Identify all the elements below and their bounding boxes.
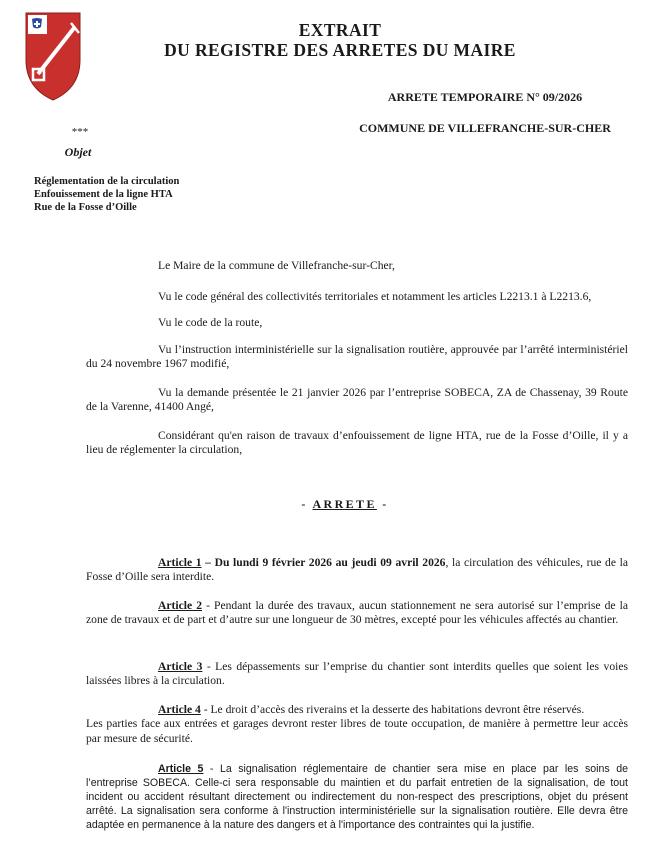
article-1-label: Article 1: [158, 556, 202, 569]
subject-line: Réglementation de la circulation: [34, 176, 180, 187]
preamble-vu-instruction-text: Vu l’instruction interministérielle sur la signalisation routière, approuvée par l’arrêté interministériel du 24 novembre 1967 modifié,: [86, 343, 628, 371]
preamble-vu-instruction: [86, 343, 628, 372]
arrete-number: ARRETE TEMPORAIRE N° 09/2026: [387, 90, 583, 104]
document-title-line1: EXTRAIT: [298, 20, 382, 40]
article-3: [86, 660, 628, 689]
subject-line: Rue de la Fosse d’Oille: [34, 202, 137, 213]
preamble-vu-demande: [86, 386, 628, 415]
preamble-considerant: [86, 429, 628, 458]
article-4-text-2: Les parties face aux entrées et garages devront rester libres de toute occupation, de manière à permettre leur accès par mesure de sécurité.: [86, 717, 628, 745]
article-1-text: , la circulation des véhicules, rue de la Fosse d’Oille sera interdite.: [86, 556, 628, 584]
article-1: [86, 556, 628, 585]
preamble-mayor: Le Maire de la commune de Villefranche-sur-Cher,: [158, 259, 395, 272]
coat-of-arms: [24, 10, 82, 102]
article-2-text: - Pendant la durée des travaux, aucun stationnement ne sera autorisé sur l’emprise de la zone de travaux et de part et d’autre sur une longueur de 30 mètres, excepté pour les véhicules affectés au chantier.: [86, 599, 628, 627]
arrete-heading: [200, 497, 490, 512]
shield-icon: [24, 10, 82, 102]
arrete-heading-suffix: -: [376, 497, 389, 511]
preamble-vu-cgct: Vu le code général des collectivités territoriales et notamment les articles L2213.1 à L2213.6,: [158, 290, 592, 303]
document-title-line2: DU REGISTRE DES ARRETES DU MAIRE: [164, 40, 516, 60]
objet-label: Objet: [64, 145, 92, 159]
commune-name: COMMUNE DE VILLEFRANCHE-SUR-CHER: [359, 121, 611, 135]
article-2-label: Article 2: [158, 599, 202, 612]
arrete-heading-prefix: -: [301, 497, 313, 511]
preamble-vu-code-route: Vu le code de la route,: [158, 316, 263, 329]
subject-block: [34, 175, 179, 214]
subject-line: Enfouissement de la ligne HTA: [34, 189, 173, 200]
article-4-label: Article 4: [158, 703, 201, 716]
article-2: [86, 599, 628, 628]
preamble-vu-demande-text: Vu la demande présentée le 21 janvier 2026 par l’entreprise SOBECA, ZA de Chassenay, 39 Route de la Varenne, 41400 Angé,: [86, 386, 628, 414]
article-3-text: - Les dépassements sur l’emprise du chantier sont interdits quelles que soient les voies laissées libres à la circulation.: [86, 660, 628, 688]
arrete-heading-word: ARRETE: [312, 497, 377, 511]
separator-stars: ***: [71, 126, 89, 138]
article-5: [86, 762, 628, 832]
article-3-label: Article 3: [158, 660, 203, 673]
article-1-dates: – Du lundi 9 février 2026 au jeudi 09 avril 2026: [201, 556, 446, 569]
article-4-text: - Le droit d’accès des riverains et la desserte des habitations devront être réservés.: [200, 703, 585, 716]
article-5-label: Article 5: [158, 763, 204, 775]
article-5-text: - La signalisation réglementaire de chantier sera mise en place par les soins de l’entreprise SOBECA. Celle-ci sera responsable du maintien et du parfait entretien de la signalisation, de tout incident ou accident résultant directement ou indirectement du non-respect des prescriptions, objet du présent arrêté. La signalisation sera conforme à l'instruction interministérielle sur la signalisation routière. Elle devra être adaptée en permanence à la nature des dangers et à l'importance des contraintes qui la justifie.: [86, 763, 628, 831]
article-4: [86, 703, 628, 746]
preamble-considerant-text: Considérant qu'en raison de travaux d’enfouissement de ligne HTA, rue de la Fosse d’Oille, il y a lieu de réglementer la circulation,: [86, 429, 628, 457]
